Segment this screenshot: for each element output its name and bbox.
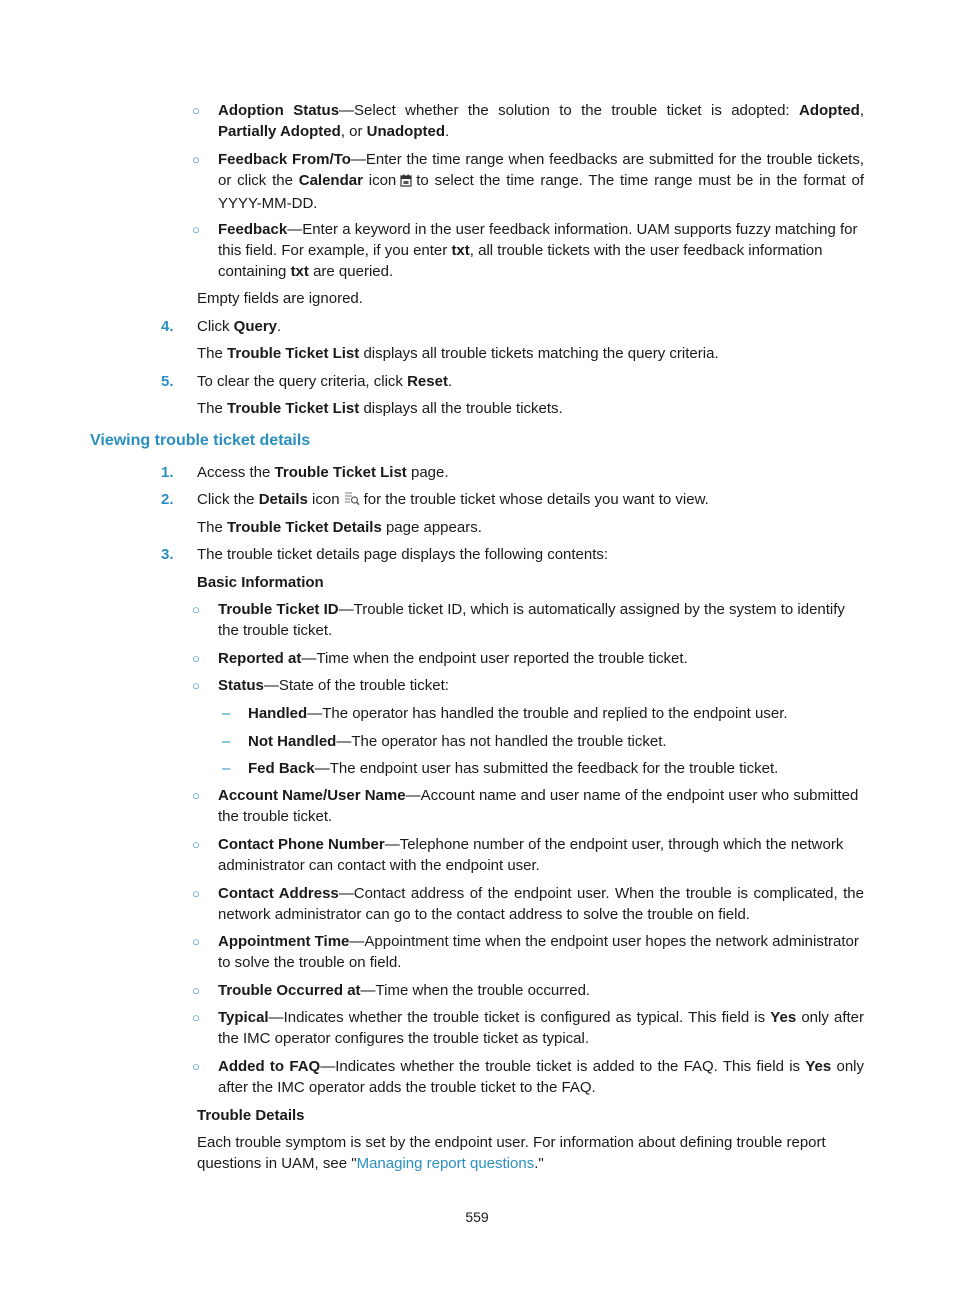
handled-item [248,703,864,724]
basic-information-title: Basic Information [197,574,324,591]
text: —Select whether the solution to the trouble ticket is adopted: [339,102,799,119]
section-heading: Viewing trouble ticket details [90,432,311,449]
empty-fields-note: Empty fields are ignored. [197,290,363,307]
step-4-result [197,343,864,364]
text: . [444,123,450,140]
term: Not Handled [248,733,337,750]
step-5-result [197,398,864,419]
bullet: ○ [192,788,200,803]
text: —Enter a keyword in the user feedback information. UAM supports fuzzy matching for this field. For example, if you enter [218,221,858,259]
text: —The operator has not handled the trouble ticket. [336,733,667,750]
status-item [218,675,864,696]
step-1 [197,462,864,483]
bullet: ○ [192,222,200,237]
calendar-icon[interactable] [400,172,412,193]
term: Yes [770,1009,797,1026]
appointment-time-item [218,931,864,973]
term: Trouble Ticket List [227,400,360,417]
term: Adoption Status [218,102,340,119]
step-number: 3. [161,546,174,563]
term: Trouble Ticket List [274,464,407,481]
bullet: ○ [192,602,200,617]
term: Trouble Ticket ID [218,601,339,618]
not-handled-item [248,731,864,752]
term: Reported at [218,650,302,667]
term: Calendar [298,172,363,189]
term: Status [218,677,264,694]
text: icon [307,491,340,508]
bullet: ○ [192,934,200,949]
bullet: ○ [192,678,200,693]
step-5 [197,371,864,392]
fed-back-item [248,758,864,779]
step-4 [197,316,864,337]
term: Account Name/User Name [218,787,406,804]
text: —Indicates whether the trouble ticket is configured as typical. This field is [268,1009,771,1026]
page-number: 559 [465,1209,489,1225]
text: —Appointment time when the endpoint user hopes the network administrator to solve the trouble on field. [218,933,859,971]
step-number: 5. [161,373,174,390]
term: Trouble Occurred at [218,982,361,999]
text: , or [340,123,367,140]
reported-at-item [218,648,864,669]
managing-report-questions-link[interactable]: Managing report questions [356,1155,535,1172]
account-name-item [218,785,864,827]
text: —State of the trouble ticket: [263,677,449,694]
text: , all trouble tickets with the user feedback information containing [218,242,823,280]
term: Added to FAQ [218,1058,321,1075]
term: Contact Address [218,885,339,902]
term: Trouble Ticket Details [227,519,382,536]
text: The [197,345,228,362]
step-number: 1. [161,464,174,481]
text: . [277,318,282,335]
text: . [447,373,453,390]
bullet: ○ [192,152,200,167]
bullet: ○ [192,983,200,998]
text: page appears. [381,519,482,536]
step-number: 4. [161,318,174,335]
typical-item [218,1007,864,1049]
trouble-details-title: Trouble Details [197,1107,305,1124]
term: Partially Adopted [218,123,341,140]
term: Typical [218,1009,269,1026]
trouble-ticket-id-item [218,599,864,641]
text: for the trouble ticket whose details you want to view. [363,491,709,508]
text: —Contact address of the endpoint user. When the trouble is complicated, the network administrator can go to the contact address to solve the trouble on field. [218,885,864,923]
text: The [197,400,228,417]
dash-bullet: – [222,760,231,777]
step-3: The trouble ticket details page displays the following contents: [197,546,609,563]
term: Trouble Ticket List [227,345,360,362]
details-icon[interactable] [344,491,360,512]
term: Query [233,318,278,335]
text: —Time when the trouble occurred. [360,982,591,999]
term: Unadopted [366,123,445,140]
term: Yes [805,1058,832,1075]
bullet: ○ [192,1010,200,1025]
term: txt [451,242,470,259]
term: Feedback From/To [218,151,351,168]
text: , [859,102,864,119]
step-2 [197,489,864,512]
text: —The endpoint user has submitted the feedback for the trouble ticket. [314,760,779,777]
text: —Time when the endpoint user reported the trouble ticket. [301,650,688,667]
trouble-details-paragraph [197,1132,864,1174]
text: ." [534,1155,544,1172]
text: icon [362,172,397,189]
term: Reset [407,373,448,390]
step-2-result [197,517,864,538]
bullet: ○ [192,651,200,666]
text: Click [197,318,234,335]
bullet: ○ [192,886,200,901]
added-to-faq-item [218,1056,864,1098]
dash-bullet: – [222,733,231,750]
text: —Enter the time range when feedbacks are submitted for the trouble tickets, or click the [218,151,864,189]
dash-bullet: – [222,705,231,722]
text: —Indicates whether the trouble ticket is added to the FAQ. This field is [320,1058,806,1075]
text: only after the IMC operator configures the trouble ticket as typical. [218,1009,864,1047]
term: Feedback [218,221,288,238]
step-number: 2. [161,491,174,508]
term: Appointment Time [218,933,350,950]
text: Each trouble symptom is set by the endpoint user. For information about defining trouble report questions in UAM, see " [197,1134,826,1172]
adoption-status-item [218,100,864,142]
text: displays all the trouble tickets. [359,400,563,417]
text: To clear the query criteria, click [197,373,408,390]
contact-address-item [218,883,864,925]
text: —Trouble ticket ID, which is automatically assigned by the system to identify the trouble ticket. [218,601,845,639]
feedback-from-item [218,149,864,214]
trouble-occurred-item [218,980,864,1001]
term: Contact Phone Number [218,836,385,853]
feedback-item [218,219,864,282]
text: displays all trouble tickets matching the query criteria. [359,345,719,362]
text: —Telephone number of the endpoint user, through which the network administrator can contact with the endpoint user. [218,836,844,874]
bullet: ○ [192,1059,200,1074]
contact-phone-item [218,834,864,876]
bullet: ○ [192,103,200,118]
text: page. [406,464,449,481]
bullet: ○ [192,837,200,852]
term: Fed Back [248,760,315,777]
term: txt [290,263,309,280]
text: Click the [197,491,259,508]
text: —The operator has handled the trouble and replied to the endpoint user. [307,705,788,722]
text: —Account name and user name of the endpoint user who submitted the trouble ticket. [218,787,859,825]
term: Details [258,491,308,508]
text: are queried. [308,263,394,280]
text: to select the time range. The time range must be in the format of YYYY-MM-DD. [218,172,865,212]
text: Access the [197,464,275,481]
text: The [197,519,228,536]
term: Handled [248,705,308,722]
text: only after the IMC operator adds the trouble ticket to the FAQ. [218,1058,864,1096]
term: Adopted [799,102,860,119]
